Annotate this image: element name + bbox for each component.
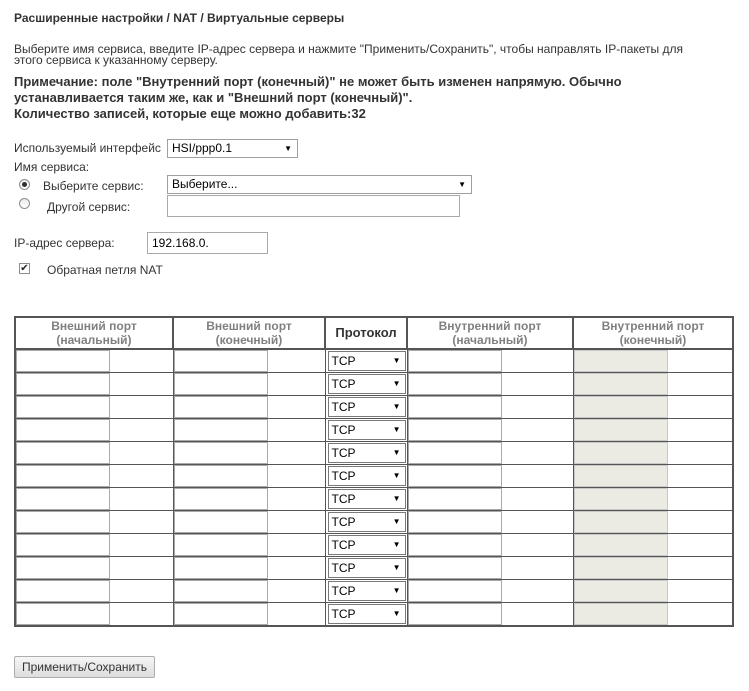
protocol-select[interactable] <box>328 466 406 486</box>
header-int-end-line2: (конечный) <box>619 333 687 347</box>
table-cell <box>325 396 407 419</box>
table-row <box>15 557 733 580</box>
int-end-input <box>574 396 668 418</box>
table-cell <box>173 442 325 465</box>
table-header-row <box>15 317 733 349</box>
table-cell <box>407 349 573 373</box>
table-cell <box>573 488 733 511</box>
checkmark-icon: ✔ <box>20 263 29 274</box>
table-cell <box>15 534 173 557</box>
ext-start-input[interactable] <box>16 511 110 533</box>
nat-loopback-checkbox[interactable] <box>19 263 30 274</box>
table-row <box>15 580 733 603</box>
table-cell <box>573 442 733 465</box>
table-cell <box>573 419 733 442</box>
table-cell <box>325 373 407 396</box>
int-start-input[interactable] <box>408 488 502 510</box>
header-ext-start <box>15 317 173 349</box>
protocol-select[interactable] <box>328 604 406 624</box>
table-cell <box>573 580 733 603</box>
ext-end-input[interactable] <box>174 373 268 395</box>
header-int-end-line1: Внутренний порт <box>601 319 705 333</box>
protocol-select[interactable] <box>328 397 406 417</box>
ext-start-input[interactable] <box>16 603 110 625</box>
header-ext-start-line2: (начальный) <box>56 333 132 347</box>
service-select[interactable] <box>167 175 472 194</box>
interface-label: Используемый интерфейс <box>14 141 161 155</box>
other-service-radio[interactable] <box>19 198 30 209</box>
ext-start-input[interactable] <box>16 488 110 510</box>
apply-save-button[interactable]: Применить/Сохранить <box>14 656 155 678</box>
int-end-input <box>574 488 668 510</box>
other-service-input[interactable] <box>167 195 460 217</box>
table-cell <box>325 349 407 373</box>
table-cell <box>173 349 325 373</box>
note-line-2: устанавливается таким же, как и "Внешний порт (конечный)". <box>14 90 413 105</box>
chevron-down-icon: ▼ <box>458 180 466 189</box>
header-ext-end <box>173 317 325 349</box>
service-select-value: Выберите... <box>172 177 238 191</box>
int-start-input[interactable] <box>408 534 502 556</box>
table-cell <box>407 442 573 465</box>
chevron-down-icon: ▼ <box>392 540 401 549</box>
table-cell <box>407 396 573 419</box>
int-start-input[interactable] <box>408 580 502 602</box>
protocol-select-value: TCP <box>331 469 356 483</box>
chevron-down-icon: ▼ <box>392 563 401 572</box>
protocol-select[interactable] <box>328 581 406 601</box>
int-start-input[interactable] <box>408 350 502 372</box>
int-start-input[interactable] <box>408 603 502 625</box>
table-cell <box>15 557 173 580</box>
table-cell <box>173 603 325 627</box>
interface-select[interactable] <box>167 139 298 158</box>
table-row <box>15 488 733 511</box>
table-cell <box>15 580 173 603</box>
int-end-input <box>574 580 668 602</box>
header-int-start-line1: Внутренний порт <box>438 319 542 333</box>
ext-end-input[interactable] <box>174 442 268 464</box>
int-end-input <box>574 465 668 487</box>
table-cell <box>407 603 573 627</box>
int-start-input[interactable] <box>408 465 502 487</box>
chevron-down-icon: ▼ <box>392 494 401 503</box>
protocol-select[interactable] <box>328 420 406 440</box>
table-cell <box>325 557 407 580</box>
chevron-down-icon: ▼ <box>392 471 401 480</box>
ext-start-input[interactable] <box>16 534 110 556</box>
table-cell <box>173 373 325 396</box>
ext-end-input[interactable] <box>174 603 268 625</box>
table-cell <box>173 511 325 534</box>
table-cell <box>325 511 407 534</box>
int-start-input[interactable] <box>408 419 502 441</box>
other-service-label: Другой сервис: <box>47 200 131 214</box>
interface-select-value: HSI/ppp0.1 <box>172 141 233 155</box>
table-cell <box>15 419 173 442</box>
ext-start-input[interactable] <box>16 557 110 579</box>
header-ext-end-line2: (конечный) <box>215 333 283 347</box>
ext-start-input[interactable] <box>16 580 110 602</box>
table-cell <box>15 373 173 396</box>
chevron-down-icon: ▼ <box>392 379 401 388</box>
protocol-select-value: TCP <box>331 354 356 368</box>
intro-note <box>14 74 622 122</box>
table-cell <box>325 603 407 627</box>
table-cell <box>573 603 733 627</box>
table-cell <box>573 373 733 396</box>
ext-end-input[interactable] <box>174 534 268 556</box>
table-cell <box>15 465 173 488</box>
table-cell <box>573 465 733 488</box>
chevron-down-icon: ▼ <box>392 609 401 618</box>
intro-line-2: этого сервиса к указанному серверу. <box>14 53 218 67</box>
int-start-input[interactable] <box>408 373 502 395</box>
table-cell <box>407 419 573 442</box>
table-cell <box>407 580 573 603</box>
protocol-select[interactable] <box>328 351 406 371</box>
protocol-select[interactable] <box>328 558 406 578</box>
protocol-select[interactable] <box>328 512 406 532</box>
ext-start-input[interactable] <box>16 350 110 372</box>
server-ip-input[interactable]: 192.168.0. <box>147 232 268 254</box>
header-protocol: Протокол <box>325 317 407 349</box>
table-cell <box>15 488 173 511</box>
table-cell <box>15 442 173 465</box>
table-cell <box>573 396 733 419</box>
int-start-input[interactable] <box>408 442 502 464</box>
int-start-input[interactable] <box>408 511 502 533</box>
page-title: Расширенные настройки / NAT / Виртуальные серверы <box>14 11 345 25</box>
table-cell <box>173 534 325 557</box>
header-ext-start-line1: Внешний порт <box>51 319 137 333</box>
select-service-radio[interactable] <box>19 179 30 190</box>
int-end-input <box>574 350 668 372</box>
table-row <box>15 534 733 557</box>
ext-start-input[interactable] <box>16 465 110 487</box>
table-row <box>15 511 733 534</box>
protocol-select-value: TCP <box>331 607 356 621</box>
note-line-3: Количество записей, которые еще можно добавить:32 <box>14 106 366 121</box>
table-cell <box>325 465 407 488</box>
chevron-down-icon: ▼ <box>392 425 401 434</box>
chevron-down-icon: ▼ <box>392 402 401 411</box>
ext-end-input[interactable] <box>174 511 268 533</box>
chevron-down-icon: ▼ <box>284 144 292 153</box>
ext-end-input[interactable] <box>174 580 268 602</box>
protocol-select-value: TCP <box>331 515 356 529</box>
nat-loopback-label: Обратная петля NAT <box>47 263 163 277</box>
table-cell <box>407 511 573 534</box>
table-cell <box>15 349 173 373</box>
table-cell <box>325 580 407 603</box>
table-cell <box>173 580 325 603</box>
int-end-input <box>574 419 668 441</box>
protocol-select[interactable] <box>328 535 406 555</box>
int-start-input[interactable] <box>408 396 502 418</box>
ext-end-input[interactable] <box>174 350 268 372</box>
intro-description <box>14 42 683 67</box>
table-cell <box>407 373 573 396</box>
ext-start-input[interactable] <box>16 419 110 441</box>
table-row <box>15 419 733 442</box>
table-cell <box>173 419 325 442</box>
ext-start-input[interactable] <box>16 396 110 418</box>
ext-end-input[interactable] <box>174 557 268 579</box>
int-end-input <box>574 442 668 464</box>
table-cell <box>407 557 573 580</box>
protocol-select-value: TCP <box>331 400 356 414</box>
chevron-down-icon: ▼ <box>392 448 401 457</box>
table-cell <box>325 488 407 511</box>
table-cell <box>173 396 325 419</box>
protocol-select[interactable] <box>328 489 406 509</box>
header-int-end <box>573 317 733 349</box>
protocol-select-value: TCP <box>331 377 356 391</box>
note-line-1: Примечание: поле "Внутренний порт (конечный)" не может быть изменен напрямую. Обычно <box>14 74 622 89</box>
table-row <box>15 396 733 419</box>
header-int-start-line2: (начальный) <box>452 333 528 347</box>
int-end-input <box>574 557 668 579</box>
table-cell <box>573 511 733 534</box>
table-cell <box>15 603 173 627</box>
ext-end-input[interactable] <box>174 396 268 418</box>
table-cell <box>15 511 173 534</box>
table-row <box>15 465 733 488</box>
intro-line-1: Выберите имя сервиса, введите IP-адрес сервера и нажмите "Применить/Сохранить", чтобы направлять IP-пакеты для <box>14 42 683 56</box>
table-cell <box>407 465 573 488</box>
protocol-select-value: TCP <box>331 446 356 460</box>
chevron-down-icon: ▼ <box>392 586 401 595</box>
port-rows <box>15 349 733 626</box>
protocol-select[interactable] <box>328 443 406 463</box>
table-cell <box>407 488 573 511</box>
table-cell <box>15 396 173 419</box>
header-ext-end-line1: Внешний порт <box>206 319 292 333</box>
ext-end-input[interactable] <box>174 465 268 487</box>
table-cell <box>573 349 733 373</box>
int-end-input <box>574 511 668 533</box>
table-cell <box>407 534 573 557</box>
chevron-down-icon: ▼ <box>392 356 401 365</box>
table-cell <box>325 442 407 465</box>
table-row <box>15 373 733 396</box>
chevron-down-icon: ▼ <box>392 517 401 526</box>
table-row <box>15 349 733 373</box>
select-service-label: Выберите сервис: <box>43 179 144 193</box>
port-mapping-table <box>14 316 734 627</box>
protocol-select-value: TCP <box>331 561 356 575</box>
service-name-label: Имя сервиса: <box>14 160 90 174</box>
table-cell <box>573 557 733 580</box>
ext-end-input[interactable] <box>174 488 268 510</box>
server-ip-label: IP-адрес сервера: <box>14 236 115 250</box>
table-cell <box>573 534 733 557</box>
ext-start-input[interactable] <box>16 442 110 464</box>
int-end-input <box>574 603 668 625</box>
ext-start-input[interactable] <box>16 373 110 395</box>
table-row <box>15 603 733 627</box>
table-cell <box>325 419 407 442</box>
int-start-input[interactable] <box>408 557 502 579</box>
table-cell <box>173 557 325 580</box>
header-int-start <box>407 317 573 349</box>
protocol-select[interactable] <box>328 374 406 394</box>
protocol-select-value: TCP <box>331 584 356 598</box>
table-cell <box>173 488 325 511</box>
table-cell <box>325 534 407 557</box>
int-end-input <box>574 373 668 395</box>
int-end-input <box>574 534 668 556</box>
protocol-select-value: TCP <box>331 538 356 552</box>
table-row <box>15 442 733 465</box>
protocol-select-value: TCP <box>331 423 356 437</box>
table-cell <box>173 465 325 488</box>
protocol-select-value: TCP <box>331 492 356 506</box>
ext-end-input[interactable] <box>174 419 268 441</box>
